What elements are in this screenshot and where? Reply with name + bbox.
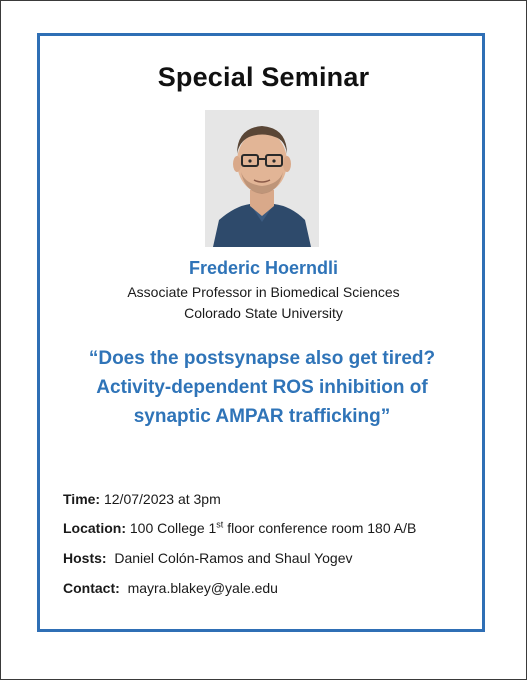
talk-title-line-1: “Does the postsynapse also get tired? (88, 348, 436, 369)
time-value: 12/07/2023 at 3pm (103, 491, 221, 507)
talk-title-line-3: synaptic AMPAR trafficking” (133, 406, 391, 427)
location-label: Location: (63, 520, 126, 536)
detail-location (63, 520, 416, 536)
speaker-institution: Colorado State University (184, 305, 343, 321)
contact-label: Contact: (63, 580, 120, 596)
speaker-name: Frederic Hoerndli (188, 258, 339, 278)
speaker-position: Associate Professor in Biomedical Sciences (127, 284, 400, 300)
detail-contact (63, 580, 278, 596)
talk-title-line-2: Activity-dependent ROS inhibition of (96, 377, 428, 398)
speaker-photo (205, 110, 319, 247)
location-value-part-2: floor conference room 180 A/B (223, 520, 417, 536)
detail-hosts (63, 550, 353, 566)
detail-time (63, 491, 221, 507)
location-value-part-1: 100 College 1 (129, 520, 217, 536)
hosts-label: Hosts: (63, 550, 107, 566)
talk-title (50, 344, 474, 431)
time-label: Time: (63, 491, 101, 507)
speaker-portrait-image (205, 110, 319, 247)
seminar-title: Special Seminar (157, 62, 370, 92)
hosts-value: Daniel Colón-Ramos and Shaul Yogev (114, 550, 353, 566)
contact-email-link[interactable]: mayra.blakey@yale.edu (127, 580, 278, 596)
location-value-superscript: st (216, 519, 224, 530)
